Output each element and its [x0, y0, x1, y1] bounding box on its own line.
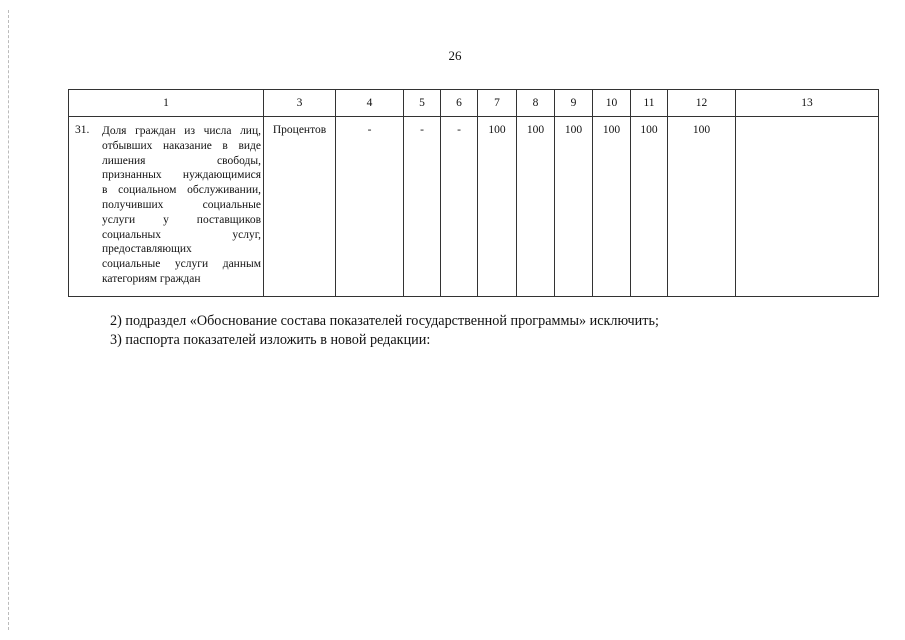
column-header: 8: [517, 90, 555, 117]
cell: -: [404, 117, 441, 297]
description-line: Доля граждан из числа лиц,: [102, 125, 261, 137]
scan-margin-line: [8, 10, 9, 630]
cell: 100: [631, 117, 668, 297]
description-line: лишения свободы,: [102, 154, 261, 167]
description-line: в социальном обслуживании,: [102, 184, 261, 197]
column-header: 12: [668, 90, 736, 117]
column-header: 7: [478, 90, 517, 117]
column-header: 13: [736, 90, 879, 117]
description-line: услуги у поставщиков: [102, 213, 261, 226]
table-header-row: [69, 90, 879, 117]
cell: 100: [668, 117, 736, 297]
description-line: признанных нуждающимися: [102, 169, 261, 182]
column-header: 9: [555, 90, 593, 117]
column-header: 1: [69, 90, 264, 117]
column-header: 4: [336, 90, 404, 117]
cell: -: [336, 117, 404, 297]
cell: -: [441, 117, 478, 297]
column-header: 10: [593, 90, 631, 117]
column-header: 3: [264, 90, 336, 117]
cell: 100: [555, 117, 593, 297]
table-row: [69, 117, 879, 297]
description-line: отбывших наказание в виде: [102, 139, 261, 152]
description-line: социальных услуг,: [102, 228, 261, 241]
cell: Процентов: [264, 117, 336, 297]
paragraph-2: 2) подраздел «Обоснование состава показателей государственной программы» исключить;: [110, 313, 659, 329]
page-number: 26: [448, 48, 462, 63]
cell: 100: [517, 117, 555, 297]
indicators-table: [68, 89, 879, 297]
description-line: категориям граждан: [102, 272, 201, 285]
description-line: предоставляющих: [102, 243, 192, 256]
column-header: 11: [631, 90, 668, 117]
column-header: 5: [404, 90, 441, 117]
cell: 100: [593, 117, 631, 297]
description-line: получивших социальные: [102, 198, 261, 211]
row-number: 31.: [75, 124, 90, 136]
cell: 100: [478, 117, 517, 297]
description-line: социальные услуги данным: [102, 258, 261, 271]
paragraph-3: 3) паспорта показателей изложить в новой редакции:: [110, 332, 431, 348]
column-header: 6: [441, 90, 478, 117]
cell: [736, 117, 879, 297]
indicator-description-cell: [69, 117, 264, 297]
